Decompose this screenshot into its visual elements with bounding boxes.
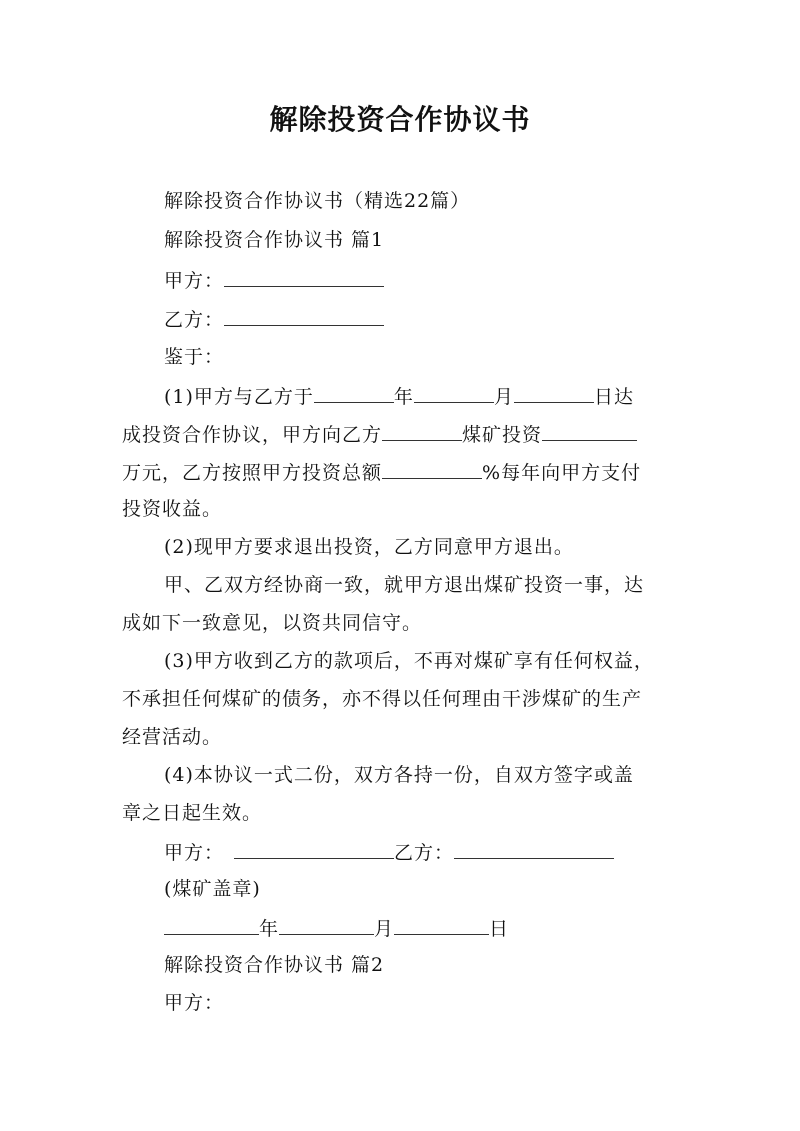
party-a-line-2: 甲方： xyxy=(164,992,225,1014)
clause-1-line-2 xyxy=(122,424,637,445)
party-a-line xyxy=(164,270,384,291)
signature-line xyxy=(164,842,614,863)
clause-1-text: (1)甲方与乙方于 xyxy=(164,386,314,408)
collection-heading: 解除投资合作协议书（精选22篇） xyxy=(164,190,471,212)
clause-4-line-1: (4)本协议一式二份，双方各持一份，自双方签字或盖 xyxy=(164,764,634,786)
date-year-label: 年 xyxy=(259,918,280,940)
clause-3-line-1: (3)甲方收到乙方的款项后，不再对煤矿享有任何权益， xyxy=(164,650,654,672)
date-line xyxy=(164,918,509,939)
clause-1-line-1 xyxy=(164,386,634,407)
month-blank xyxy=(414,386,494,403)
clause-1-text-3: 万元，乙方按照甲方投资总额 xyxy=(122,462,383,484)
year-blank xyxy=(314,386,394,403)
clause-3-line-2: 不承担任何煤矿的债务，亦不得以任何理由干涉煤矿的生产 xyxy=(122,688,643,710)
seal-note: (煤矿盖章) xyxy=(164,878,261,900)
sign-party-b-label: 乙方： xyxy=(394,842,455,864)
day-label: 日达 xyxy=(593,386,634,408)
percent-label: %每年向甲方支付 xyxy=(482,462,642,484)
consensus-line-1: 甲、乙双方经协商一致，就甲方退出煤矿投资一事，达 xyxy=(164,574,645,596)
party-b-line xyxy=(164,309,384,330)
clause-4-line-2: 章之日起生效。 xyxy=(122,802,263,824)
day-blank xyxy=(514,386,594,403)
document-title: 解除投资合作协议书 xyxy=(269,103,531,136)
sign-party-a-label: 甲方： xyxy=(164,842,225,864)
sign-party-b-blank xyxy=(454,842,614,859)
party-b-label: 乙方： xyxy=(164,309,225,331)
party-a-label: 甲方： xyxy=(164,270,225,292)
year-label: 年 xyxy=(393,386,414,408)
clause-1-text-2: 成投资合作协议，甲方向乙方 xyxy=(122,424,383,446)
month-label: 月 xyxy=(493,386,514,408)
invest-blank xyxy=(542,424,637,441)
section-heading-2: 解除投资合作协议书 篇2 xyxy=(164,954,385,976)
whereas-label: 鉴于： xyxy=(164,346,225,368)
amount-blank xyxy=(382,424,462,441)
party-b-blank xyxy=(224,309,384,326)
party-a-blank xyxy=(224,270,384,287)
consensus-line-2: 成如下一致意见，以资共同信守。 xyxy=(122,612,423,634)
clause-2: (2)现甲方要求退出投资，乙方同意甲方退出。 xyxy=(164,536,574,558)
clause-1-line-3 xyxy=(122,462,641,483)
sign-party-a-blank xyxy=(234,842,394,859)
coal-invest-label: 煤矿投资 xyxy=(462,424,543,446)
clause-1-line-4: 投资收益。 xyxy=(122,498,223,520)
section-heading: 解除投资合作协议书 篇1 xyxy=(164,229,385,251)
date-month-blank xyxy=(279,918,374,935)
date-day-blank xyxy=(394,918,489,935)
date-year-blank xyxy=(164,918,259,935)
date-day-label: 日 xyxy=(489,918,510,940)
percent-blank xyxy=(382,462,482,479)
clause-3-line-3: 经营活动。 xyxy=(122,726,223,748)
date-month-label: 月 xyxy=(374,918,395,940)
